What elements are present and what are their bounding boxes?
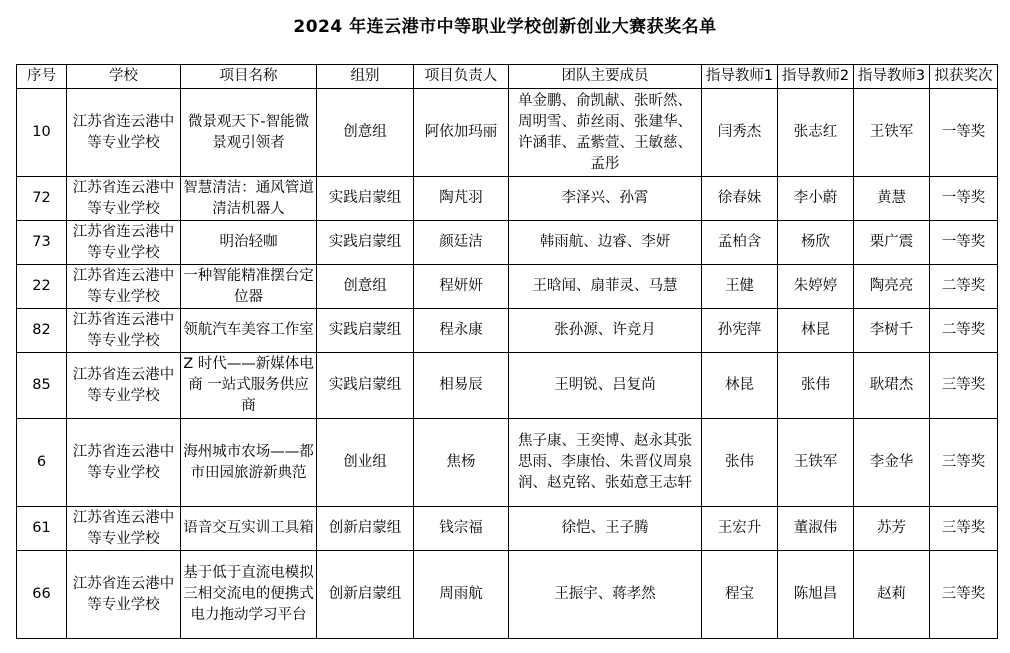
cell-school: 江苏省连云港中等专业学校 <box>67 419 181 507</box>
cell-group: 实践启蒙组 <box>317 221 414 265</box>
cell-project: 领航汽车美容工作室 <box>181 309 317 353</box>
page-title: 2024 年连云港市中等职业学校创新创业大赛获奖名单 <box>293 17 717 37</box>
cell-no: 6 <box>17 419 67 507</box>
header-members: 团队主要成员 <box>509 65 702 89</box>
cell-teacher3: 李金华 <box>854 419 930 507</box>
cell-group: 实践启蒙组 <box>317 177 414 221</box>
cell-teacher3: 耿珺杰 <box>854 353 930 419</box>
cell-award: 三等奖 <box>930 507 998 551</box>
cell-teacher3: 苏芳 <box>854 507 930 551</box>
cell-group: 创新启蒙组 <box>317 551 414 639</box>
cell-no: 61 <box>17 507 67 551</box>
header-teacher1: 指导教师1 <box>702 65 778 89</box>
cell-no: 85 <box>17 353 67 419</box>
table-row <box>17 177 998 221</box>
cell-group: 创业组 <box>317 419 414 507</box>
cell-leader: 陶芃羽 <box>414 177 509 221</box>
cell-school: 江苏省连云港中等专业学校 <box>67 177 181 221</box>
cell-group: 实践启蒙组 <box>317 309 414 353</box>
cell-project: 海州城市农场——都市田园旅游新典范 <box>181 419 317 507</box>
cell-teacher2: 张伟 <box>778 353 854 419</box>
cell-teacher3: 黄慧 <box>854 177 930 221</box>
cell-project: 微景观天下-智能微景观引领者 <box>181 89 317 177</box>
cell-teacher3: 陶亮亮 <box>854 265 930 309</box>
cell-school: 江苏省连云港中等专业学校 <box>67 89 181 177</box>
cell-leader: 阿依加玛丽 <box>414 89 509 177</box>
cell-teacher1: 王宏升 <box>702 507 778 551</box>
cell-no: 66 <box>17 551 67 639</box>
header-project: 项目名称 <box>181 65 317 89</box>
cell-award: 一等奖 <box>930 177 998 221</box>
cell-school: 江苏省连云港中等专业学校 <box>67 309 181 353</box>
cell-award: 二等奖 <box>930 265 998 309</box>
cell-members: 徐恺、王子腾 <box>509 507 702 551</box>
cell-project: 基于低于直流电模拟三相交流电的便携式电力拖动学习平台 <box>181 551 317 639</box>
header-group: 组别 <box>317 65 414 89</box>
table-row <box>17 309 998 353</box>
header-row <box>17 65 998 89</box>
cell-members: 韩雨航、边睿、李妍 <box>509 221 702 265</box>
cell-members: 焦子康、王奕博、赵永其张思雨、李康怡、朱晋仪周泉润、赵克铭、张茹意王志轩 <box>509 419 702 507</box>
cell-teacher2: 张志红 <box>778 89 854 177</box>
cell-project: 一种智能精准摆台定位器 <box>181 265 317 309</box>
cell-award: 三等奖 <box>930 353 998 419</box>
cell-group: 实践启蒙组 <box>317 353 414 419</box>
cell-leader: 焦杨 <box>414 419 509 507</box>
cell-award: 三等奖 <box>930 419 998 507</box>
cell-group: 创意组 <box>317 89 414 177</box>
cell-no: 73 <box>17 221 67 265</box>
cell-members: 王晗闻、扇菲灵、马慧 <box>509 265 702 309</box>
cell-members: 单金鹏、俞凯献、张昕然、周明雪、茆丝雨、张建华、许涵菲、孟紫萱、王敏慈、孟彤 <box>509 89 702 177</box>
cell-leader: 相易辰 <box>414 353 509 419</box>
cell-teacher2: 王铁军 <box>778 419 854 507</box>
header-no: 序号 <box>17 65 67 89</box>
cell-school: 江苏省连云港中等专业学校 <box>67 353 181 419</box>
table-row <box>17 353 998 419</box>
header-teacher3: 指导教师3 <box>854 65 930 89</box>
cell-teacher2: 陈旭昌 <box>778 551 854 639</box>
table-row <box>17 419 998 507</box>
cell-leader: 颜廷洁 <box>414 221 509 265</box>
cell-school: 江苏省连云港中等专业学校 <box>67 551 181 639</box>
header-leader: 项目负责人 <box>414 65 509 89</box>
cell-teacher1: 孟柏含 <box>702 221 778 265</box>
cell-project: 智慧清洁：通风管道清洁机器人 <box>181 177 317 221</box>
cell-teacher2: 李小蔚 <box>778 177 854 221</box>
cell-group: 创新启蒙组 <box>317 507 414 551</box>
table-row <box>17 551 998 639</box>
cell-members: 李泽兴、孙霄 <box>509 177 702 221</box>
cell-project: Z 时代——新媒体电商 一站式服务供应商 <box>181 353 317 419</box>
cell-award: 三等奖 <box>930 551 998 639</box>
cell-teacher2: 林昆 <box>778 309 854 353</box>
cell-teacher2: 朱婷婷 <box>778 265 854 309</box>
cell-no: 10 <box>17 89 67 177</box>
cell-school: 江苏省连云港中等专业学校 <box>67 507 181 551</box>
cell-teacher1: 林昆 <box>702 353 778 419</box>
cell-school: 江苏省连云港中等专业学校 <box>67 221 181 265</box>
cell-teacher3: 王铁军 <box>854 89 930 177</box>
cell-teacher2: 杨欣 <box>778 221 854 265</box>
cell-project: 明治轻咖 <box>181 221 317 265</box>
cell-award: 一等奖 <box>930 89 998 177</box>
table-row <box>17 221 998 265</box>
cell-members: 张孙源、许竞月 <box>509 309 702 353</box>
cell-project: 语音交互实训工具箱 <box>181 507 317 551</box>
cell-leader: 周雨航 <box>414 551 509 639</box>
cell-teacher1: 张伟 <box>702 419 778 507</box>
header-award: 拟获奖次 <box>930 65 998 89</box>
cell-school: 江苏省连云港中等专业学校 <box>67 265 181 309</box>
header-teacher2: 指导教师2 <box>778 65 854 89</box>
cell-members: 王明锐、吕复尚 <box>509 353 702 419</box>
table-row <box>17 507 998 551</box>
cell-group: 创意组 <box>317 265 414 309</box>
cell-teacher1: 王健 <box>702 265 778 309</box>
award-table <box>16 64 998 639</box>
cell-teacher3: 栗广震 <box>854 221 930 265</box>
header-school: 学校 <box>67 65 181 89</box>
cell-teacher2: 董淑伟 <box>778 507 854 551</box>
cell-leader: 钱宗福 <box>414 507 509 551</box>
cell-teacher1: 闫秀杰 <box>702 89 778 177</box>
cell-award: 二等奖 <box>930 309 998 353</box>
cell-leader: 程永康 <box>414 309 509 353</box>
cell-award: 一等奖 <box>930 221 998 265</box>
cell-teacher1: 程宝 <box>702 551 778 639</box>
cell-teacher1: 徐春妹 <box>702 177 778 221</box>
cell-teacher3: 赵莉 <box>854 551 930 639</box>
cell-no: 22 <box>17 265 67 309</box>
cell-leader: 程妍妍 <box>414 265 509 309</box>
table-row <box>17 89 998 177</box>
cell-no: 82 <box>17 309 67 353</box>
cell-members: 王振宇、蒋孝然 <box>509 551 702 639</box>
cell-no: 72 <box>17 177 67 221</box>
cell-teacher3: 李树千 <box>854 309 930 353</box>
table-row <box>17 265 998 309</box>
cell-teacher1: 孙宪萍 <box>702 309 778 353</box>
